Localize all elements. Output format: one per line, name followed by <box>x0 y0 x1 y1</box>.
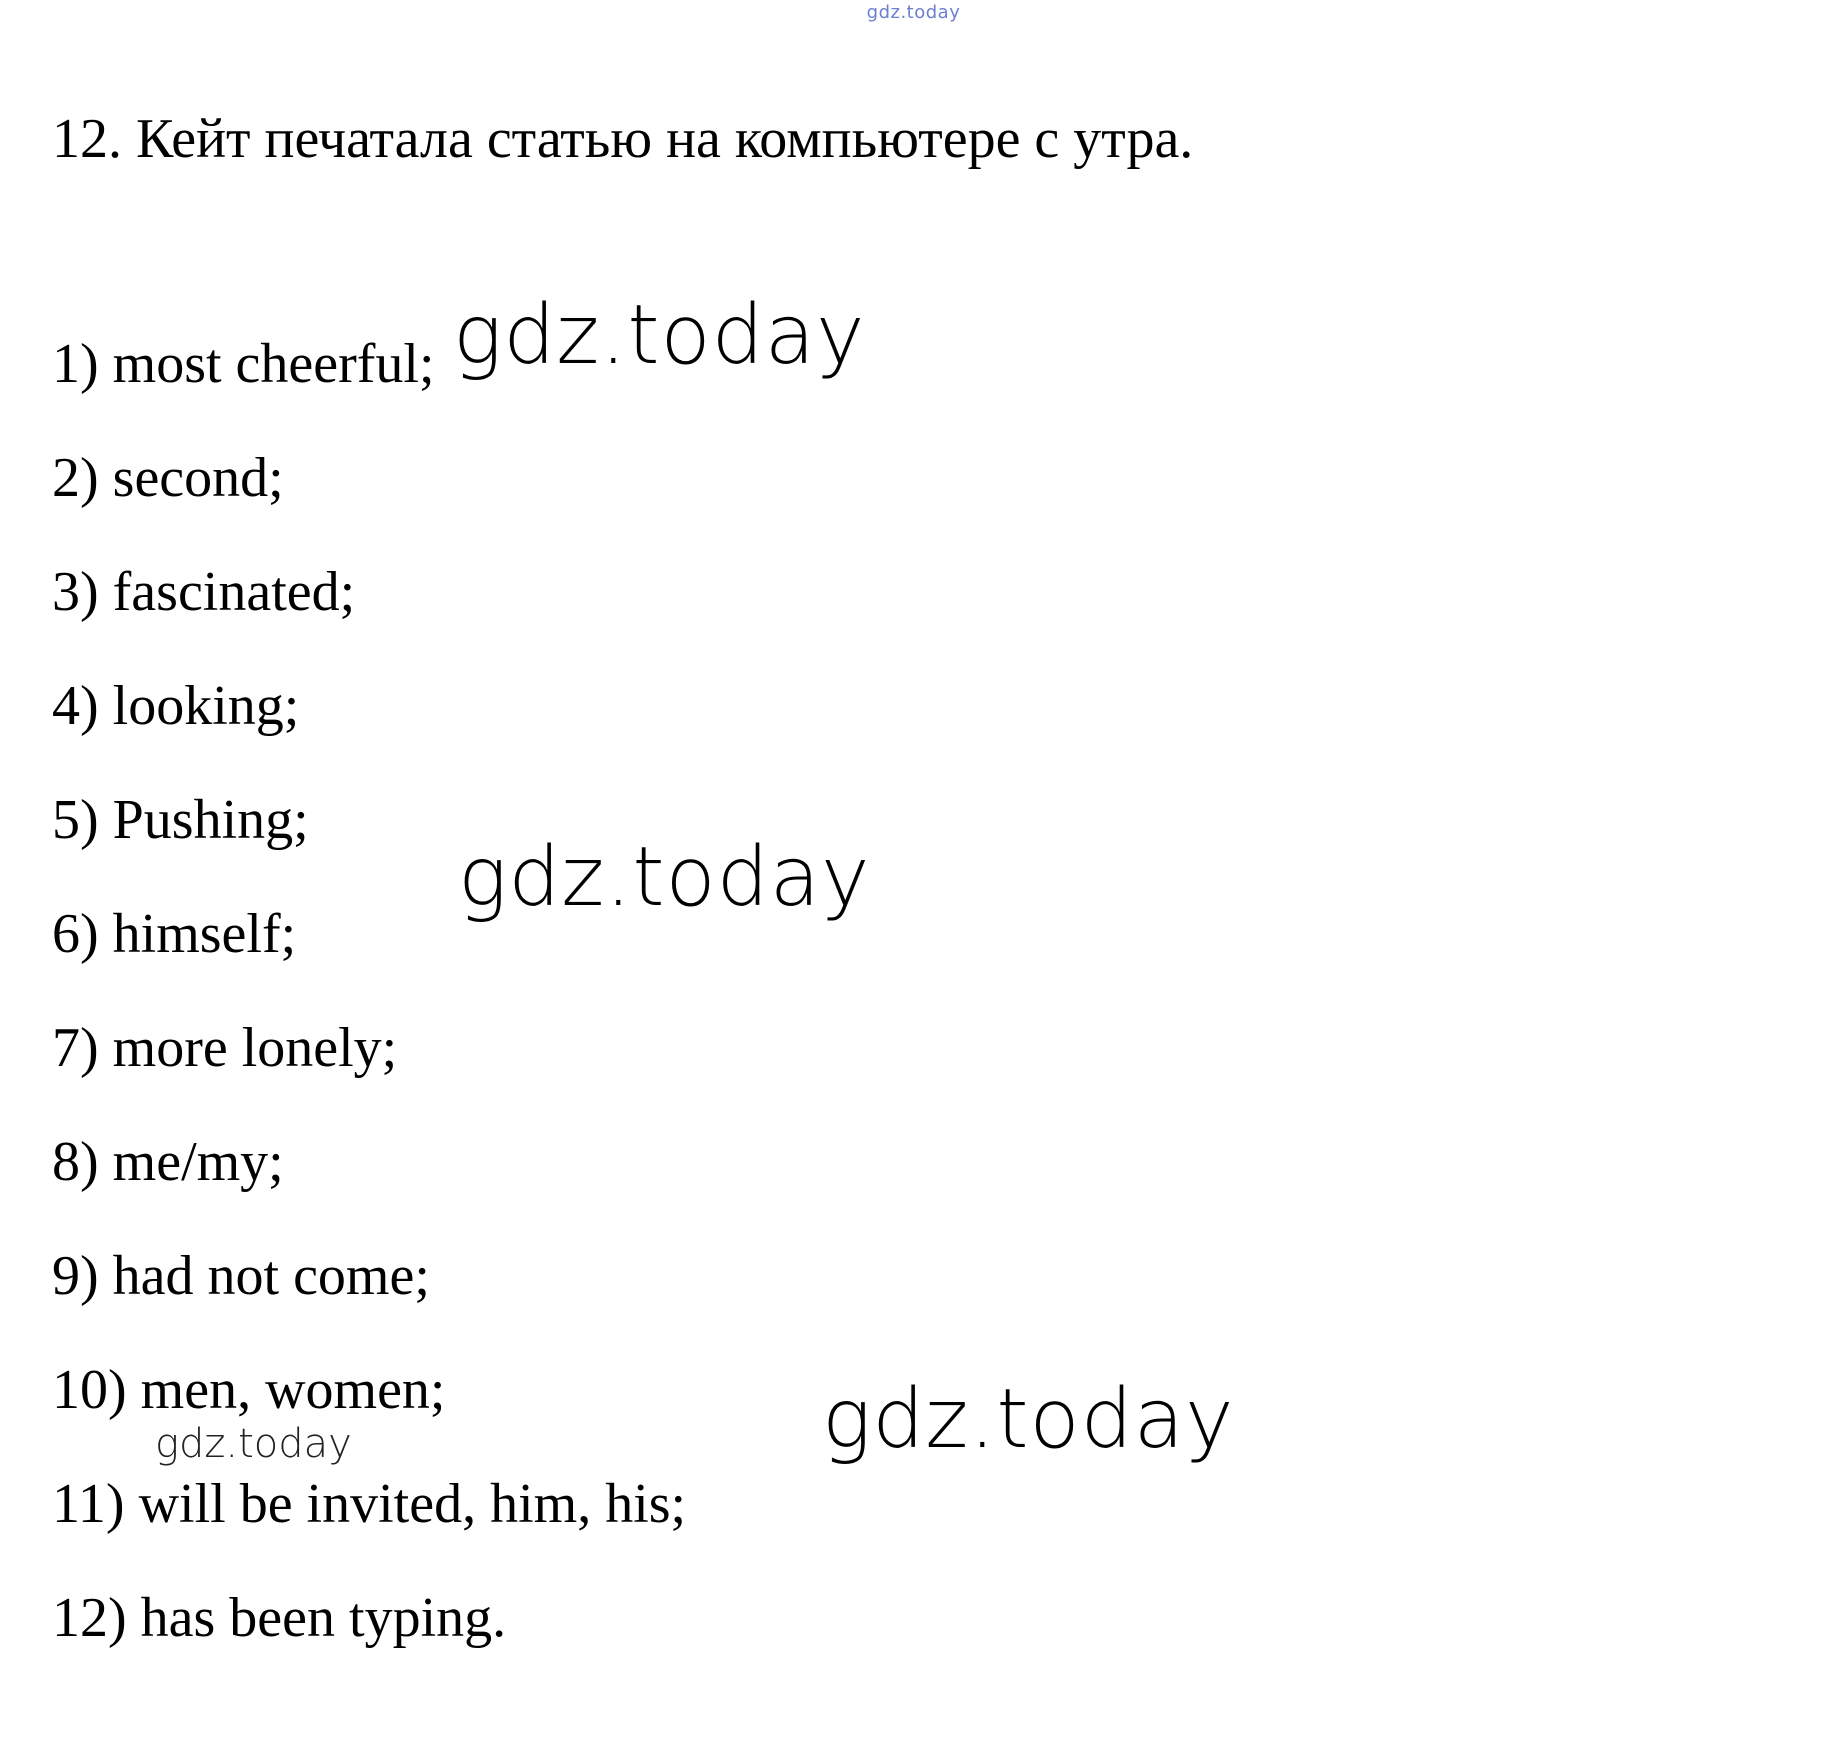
answer-item: 8) me/my; <box>52 1131 284 1193</box>
answer-item: 2) second; <box>52 447 284 509</box>
answer-item: 7) more lonely; <box>52 1017 398 1079</box>
answer-item: 5) Pushing; <box>52 789 309 851</box>
answer-item: 4) looking; <box>52 675 300 737</box>
answer-item: 1) most cheerful; <box>52 333 435 395</box>
watermark: gdz.today <box>458 830 871 925</box>
answer-list <box>52 330 686 1698</box>
watermark: gdz.today <box>822 1372 1235 1467</box>
answer-item: 6) himself; <box>52 903 297 965</box>
exercise-heading: 12. Кейт печатала статью на компьютере с утра. <box>52 108 1194 170</box>
top-watermark: gdz.today <box>866 2 961 23</box>
answer-item: 10) men, women; <box>52 1359 446 1421</box>
answer-item: 11) will be invited, him, his; <box>52 1473 687 1535</box>
answer-item: 9) had not come; <box>52 1245 430 1307</box>
watermark: gdz.today <box>155 1421 352 1467</box>
watermark: gdz.today <box>453 288 866 383</box>
answer-item: 3) fascinated; <box>52 561 356 623</box>
answer-item: 12) has been typing. <box>52 1587 507 1649</box>
